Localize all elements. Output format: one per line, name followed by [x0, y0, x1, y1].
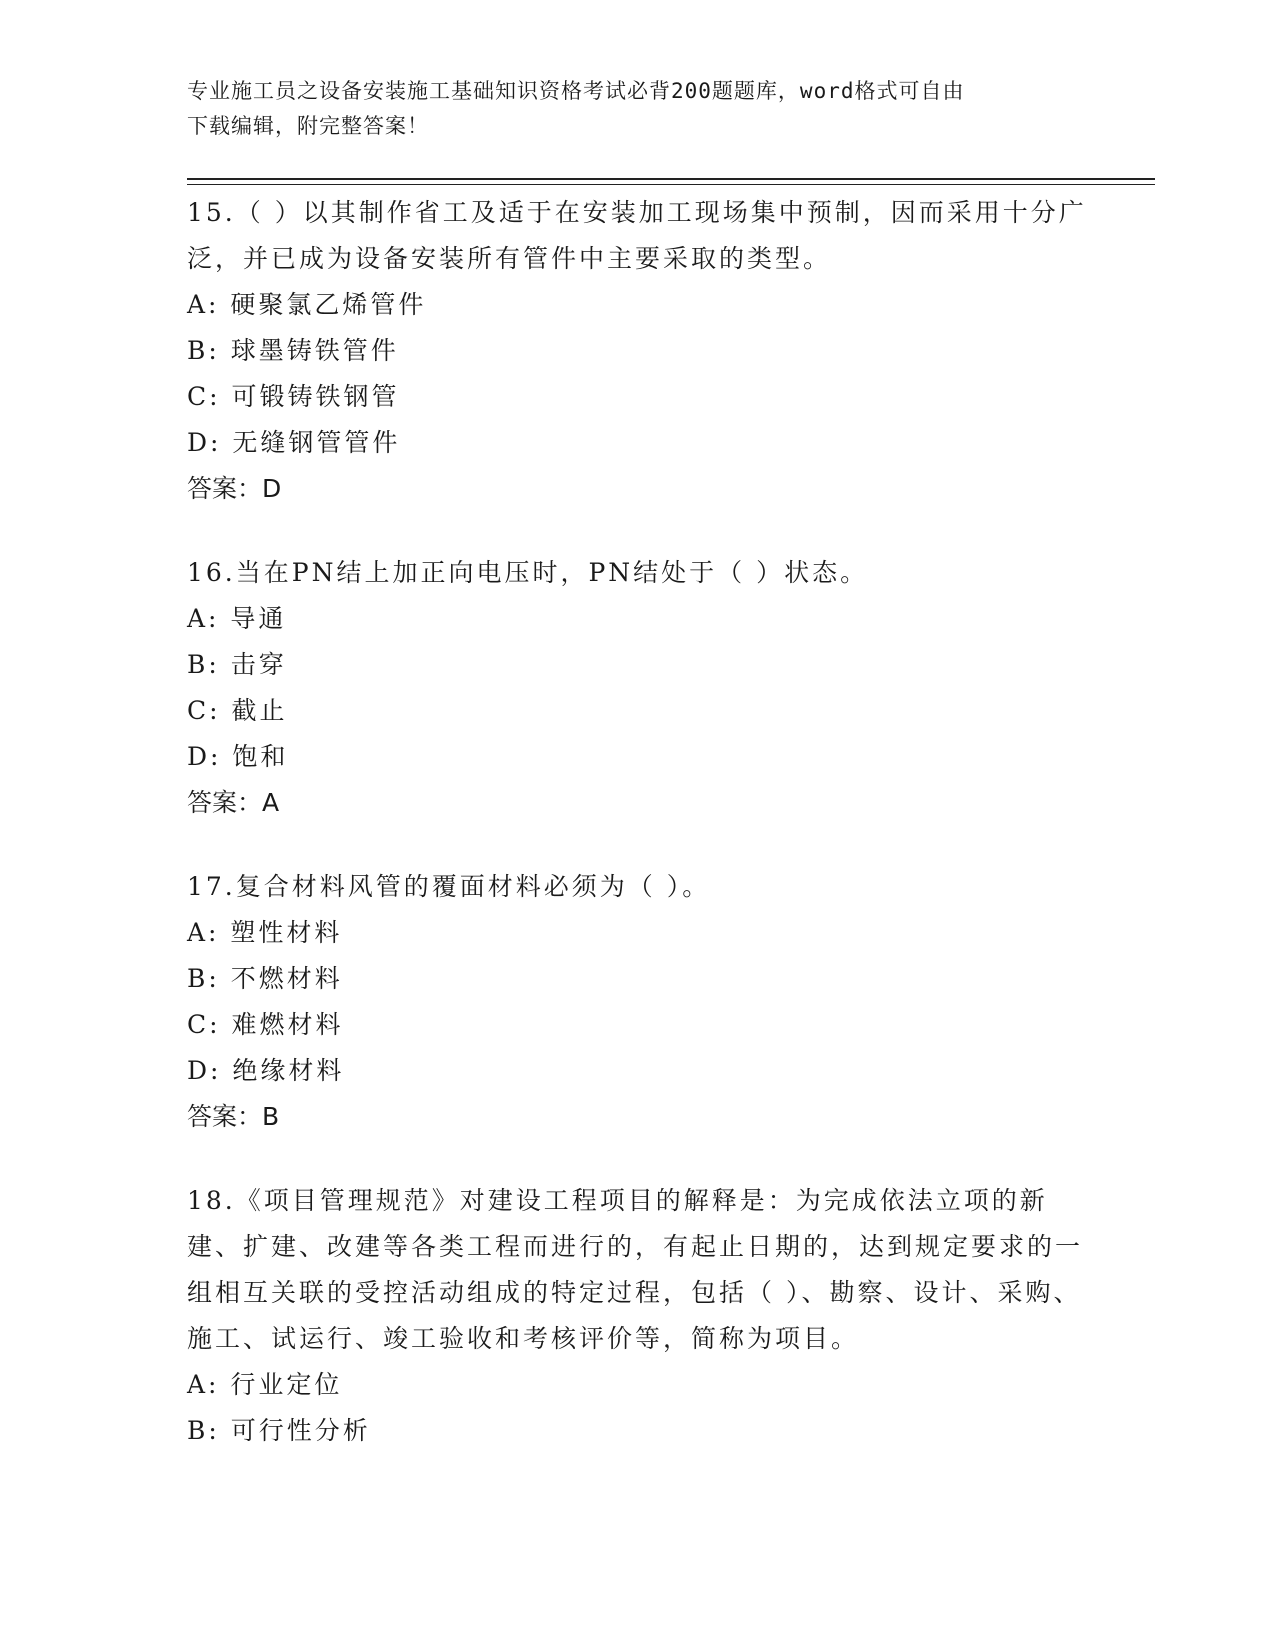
- question-text: 18.《项目管理规范》对建设工程项目的解释是：为完成依法立项的新建、扩建、改建等各类工程而进行的，有起止日期的，达到规定要求的一组相互关联的受控活动组成的特定过程，包括（ ）、勘察、设计、采购、施工、试运行、竣工验收和考核评价等，简称为项目。: [187, 1186, 1084, 1353]
- option-d: D: 饱和: [187, 742, 289, 771]
- header-line-1: 专业施工员之设备安装施工基础知识资格考试必背200题题库，word格式可自由: [187, 79, 965, 103]
- question-18: [187, 1178, 1087, 1454]
- question-17: [187, 864, 1087, 1140]
- option-d: D: 绝缘材料: [187, 1056, 345, 1085]
- document-header: [187, 74, 1067, 144]
- question-list: [187, 190, 1087, 1492]
- option-b: B: 球墨铸铁管件: [187, 336, 399, 365]
- option-d: D: 无缝钢管管件: [187, 428, 401, 457]
- option-b: B: 不燃材料: [187, 964, 343, 993]
- option-c: C: 截止: [187, 696, 288, 725]
- header-line-2: 下载编辑，附完整答案！: [187, 114, 429, 138]
- option-a: A: 塑性材料: [187, 918, 343, 947]
- option-c: C: 难燃材料: [187, 1010, 344, 1039]
- question-15: [187, 190, 1087, 512]
- question-text: 16.当在PN结上加正向电压时，PN结处于（ ）状态。: [187, 558, 869, 587]
- header-divider-top: [187, 178, 1155, 180]
- question-16: [187, 550, 1087, 826]
- option-c: C: 可锻铸铁钢管: [187, 382, 400, 411]
- answer-line: 答案：A: [187, 788, 280, 817]
- answer-line: 答案：B: [187, 1102, 280, 1131]
- answer-line: 答案：D: [187, 474, 282, 503]
- question-text: 17.复合材料风管的覆面材料必须为（ ）。: [187, 872, 711, 901]
- option-a: A: 行业定位: [187, 1370, 343, 1399]
- option-b: B: 可行性分析: [187, 1416, 371, 1445]
- option-a: A: 导通: [187, 604, 287, 633]
- option-a: A: 硬聚氯乙烯管件: [187, 290, 427, 319]
- option-b: B: 击穿: [187, 650, 287, 679]
- question-text: 15.（ ）以其制作省工及适于在安装加工现场集中预制，因而采用十分广泛，并已成为设备安装所有管件中主要采取的类型。: [187, 198, 1087, 273]
- header-divider-bottom: [187, 184, 1155, 185]
